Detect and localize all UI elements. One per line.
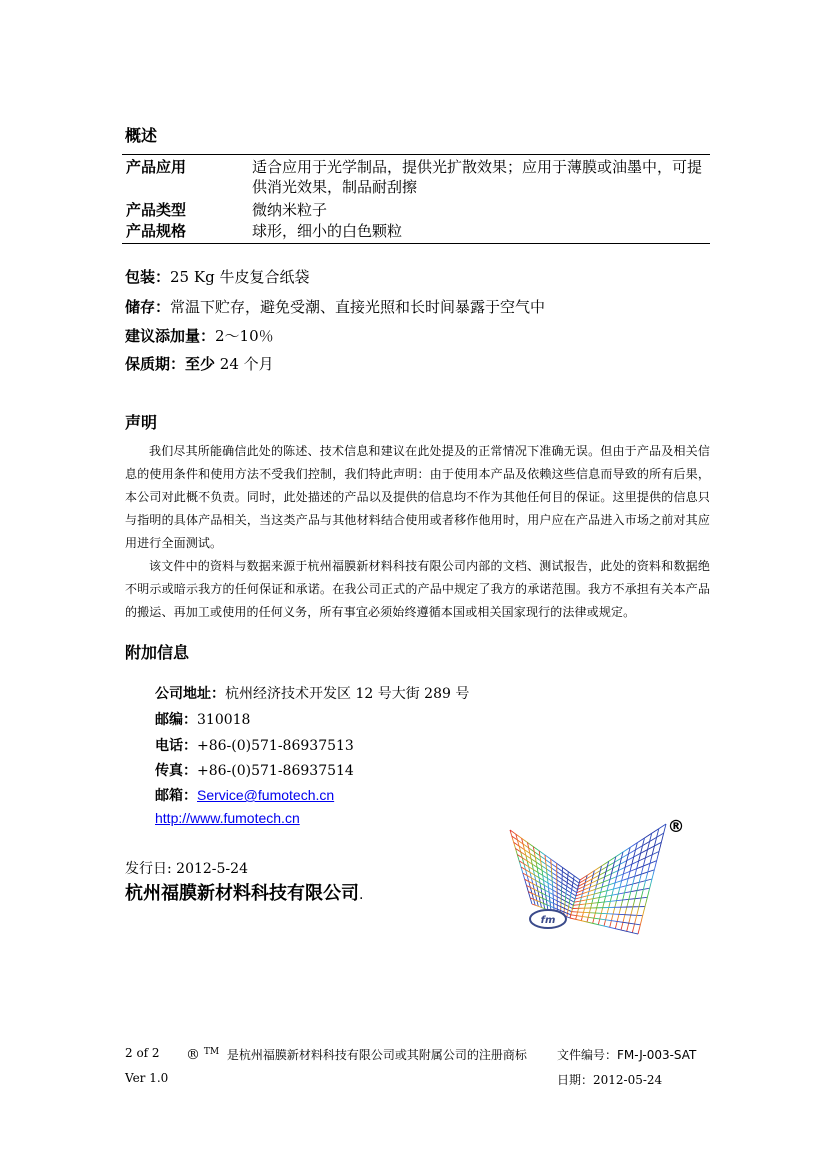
logo-badge-text: fm xyxy=(540,915,556,926)
phone-line xyxy=(155,735,354,755)
row-value: 球形，细小的白色颗粒 xyxy=(252,222,403,240)
row-value: 微纳米粒子 xyxy=(252,201,328,219)
shelf-life-line xyxy=(125,353,274,374)
email-line xyxy=(155,785,334,805)
postcode-value: 310018 xyxy=(197,712,251,728)
storage-value: 常温下贮存，避免受潮、直接光照和长时间暴露于空气中 xyxy=(170,298,546,316)
issue-date: 发行日: 2012-5-24 xyxy=(125,861,248,877)
footer-trademark xyxy=(186,1046,527,1063)
fax-value: +86-(0)571-86937514 xyxy=(197,763,354,779)
registered-mark: ® xyxy=(667,817,685,837)
phone-value: +86-(0)571-86937513 xyxy=(197,738,354,754)
dosage-value: 2～10％ xyxy=(215,327,274,345)
overview-title: 概述 xyxy=(125,126,158,145)
company-name-text: 杭州福膜新材料科技有限公司 xyxy=(125,883,359,904)
row-value: 适合应用于光学制品，提供光扩散效果；应用于薄膜或油墨中，可提供消光效果，制品耐刮擦 xyxy=(252,158,703,196)
row-label: 产品应用 xyxy=(126,158,187,176)
fumotech-logo-icon xyxy=(470,808,690,943)
shelf-life-label: 保质期： xyxy=(125,355,186,373)
footer-version: Ver 1.0 xyxy=(125,1071,169,1085)
postcode-label: 邮编： xyxy=(155,712,197,728)
footer-trademark-text: 是杭州福膜新材料科技有限公司或其附属公司的注册商标 xyxy=(226,1048,527,1062)
footer-tm: TM xyxy=(203,1047,220,1057)
address-value: 杭州经济技术开发区 12 号大街 289 号 xyxy=(225,686,470,702)
packaging-line xyxy=(125,266,309,287)
statement-paragraph-1: 我们尽其所能确信此处的陈述、技术信息和建议在此处提及的正常情况下准确无误。但由于产品及相关信息的使用条件和使用方法不受我们控制，我们特此声明：由于使用本产品及依赖这些信息而导致的所有后果，本公司对此概不负责。同时，此处描述的产品以及提供的信息均不作为其他任何目的保证。这里提供的信息只与指明的具体产品相关，当这类产品与其他材料结合使用或者移作他用时，用户应在产品进入市场之前对其应用进行全面测试。 xyxy=(125,444,710,550)
postcode-line xyxy=(155,709,250,729)
footer-doc-number: 文件编号：FM-J-003-SAT xyxy=(557,1048,697,1062)
overview-table xyxy=(122,154,710,244)
website-line xyxy=(155,810,300,827)
row-label: 产品规格 xyxy=(126,222,187,240)
dosage-line xyxy=(125,325,274,346)
company-name-suffix: . xyxy=(359,887,364,903)
company-name xyxy=(125,879,363,905)
statement-title: 声明 xyxy=(125,413,158,432)
shelf-life-label-min: 至少 xyxy=(185,355,216,373)
storage-line xyxy=(125,296,545,317)
packaging-label: 包装： xyxy=(125,268,171,286)
address-label: 公司地址： xyxy=(155,686,225,702)
footer-date: 日期：2012-05-24 xyxy=(557,1073,663,1087)
fax-line xyxy=(155,760,354,780)
packaging-value: 25 Kg 牛皮复合纸袋 xyxy=(170,268,310,286)
fax-label: 传真： xyxy=(155,763,197,779)
email-link[interactable]: Service@fumotech.cn xyxy=(197,787,335,803)
logo-badge xyxy=(530,910,566,928)
phone-label: 电话： xyxy=(155,738,197,754)
storage-label: 储存： xyxy=(125,298,171,316)
footer-page-number: 2 of 2 xyxy=(125,1046,160,1060)
shelf-life-value: 24 个月 xyxy=(215,355,274,373)
row-label: 产品类型 xyxy=(126,201,187,219)
email-label: 邮箱： xyxy=(155,788,197,804)
dosage-label: 建议添加量： xyxy=(125,327,216,345)
website-link[interactable]: http://www.fumotech.cn xyxy=(155,810,300,826)
address-line xyxy=(155,683,469,703)
statement-paragraph-2: 该文件中的资料与数据来源于杭州福膜新材料科技有限公司内部的文档、测试报告，此处的资料和数据绝不明示或暗示我方的任何保证和承诺。在我公司正式的产品中规定了我方的承诺范围。我方不承担有关本产品的搬运、再加工或使用的任何义务，所有事宜必须始终遵循本国或相关国家现行的法律或规定。 xyxy=(125,559,710,619)
footer-trademark-symbol: ® xyxy=(186,1047,200,1063)
additional-info-title: 附加信息 xyxy=(125,643,190,662)
